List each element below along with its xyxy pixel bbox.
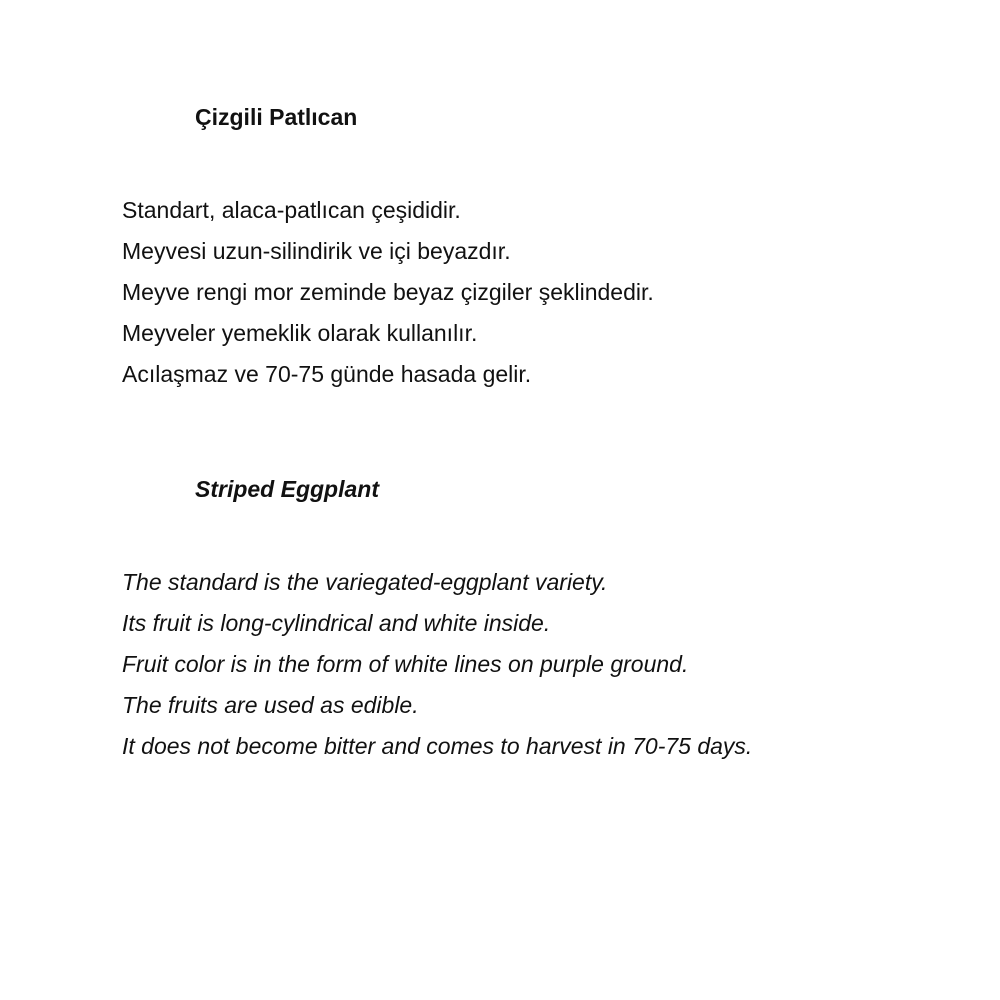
- english-line: It does not become bitter and comes to harvest in 70-75 days.: [122, 733, 753, 759]
- turkish-line: Meyveler yemeklik olarak kullanılır.: [122, 320, 478, 346]
- english-line: Fruit color is in the form of white lines on purple ground.: [122, 651, 689, 677]
- english-line: The fruits are used as edible.: [122, 692, 419, 718]
- english-description-list: [122, 562, 752, 767]
- turkish-title: Çizgili Patlıcan: [195, 104, 358, 130]
- turkish-line: Acılaşmaz ve 70-75 günde hasada gelir.: [122, 361, 532, 387]
- turkish-line: Meyve rengi mor zeminde beyaz çizgiler şeklindedir.: [122, 279, 654, 305]
- turkish-description-list: [122, 190, 654, 395]
- english-title: Striped Eggplant: [195, 476, 379, 502]
- english-line: Its fruit is long-cylindrical and white inside.: [122, 610, 551, 636]
- english-line: The standard is the variegated-eggplant variety.: [122, 569, 608, 595]
- turkish-line: Standart, alaca-patlıcan çeşididir.: [122, 197, 461, 223]
- turkish-line: Meyvesi uzun-silindirik ve içi beyazdır.: [122, 238, 511, 264]
